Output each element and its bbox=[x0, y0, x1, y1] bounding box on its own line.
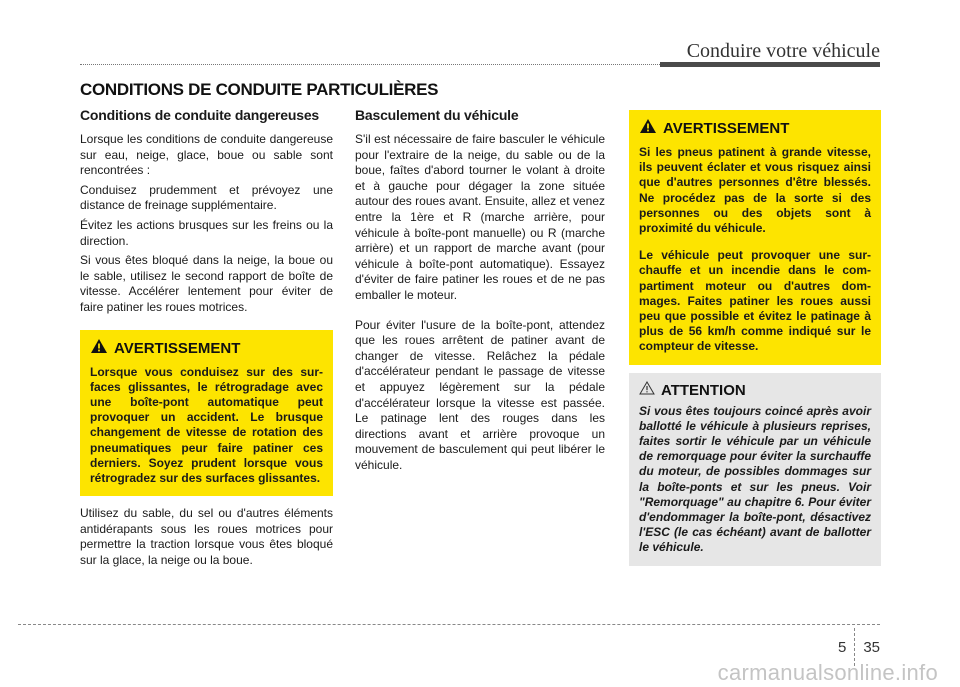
paragraph: Si vous êtes bloqué dans la neige, la boue ou le sable, utilisez le second rapport de boîte de vitesse. Accélérer lentement pour éviter de faire patiner les roues motrices. bbox=[80, 253, 333, 314]
attention-title: ATTENTION bbox=[661, 381, 746, 399]
warning-text: Le véhicule peut provoquer une surchauffe et un incendie dans le compartiment moteur ou d'autres dommages. Faites patiner les roues aussi peu que possible et évitez le patinage à plus de 56 km/h comme indiqué sur le compteur de vitesse. bbox=[639, 248, 871, 354]
chapter-title: Conduire votre véhicule bbox=[686, 40, 880, 62]
header-accent-bar bbox=[660, 62, 880, 67]
caution-triangle-icon bbox=[639, 381, 655, 400]
attention-text: Si vous êtes toujours coincé après avoir ballotté le véhicule à plusieurs reprises, faites sortir le véhicule par un véhicule de remorquage pour éviter la surchauffe du moteur, de possibles dommages sur la boîte-ponts et sur les pneus. Voir "Remorquage" au chapitre 6. Pour éviter d'endommager la boîte-pont, désactivez l'ESC (le cas échéant) avant de ballotter le véhicule. bbox=[639, 403, 871, 555]
heading-dangerous-conditions: Conditions de conduite dangereuses bbox=[80, 107, 320, 123]
warning-triangle-icon bbox=[90, 338, 108, 359]
chapter-number: 5 bbox=[837, 638, 847, 656]
paragraph: Lorsque les conditions de conduite dangereuse sur eau, neige, glace, boue ou sable sont rencontrées : bbox=[80, 132, 333, 178]
column-right bbox=[629, 110, 881, 566]
warning-box bbox=[80, 330, 333, 497]
warning-text: Si les pneus patinent à grande vitesse, ils peuvent éclater et vous risquez ainsi que d'autres personnes d'être blessés. Ne procédez pas de la sorte si des personnes ou des objets sont à proximité du véhicule. bbox=[639, 145, 871, 236]
paragraph: Pour éviter l'usure de la boîte-pont, attendez que les roues arrêtent de patiner avant de changer de vitesse. Relâchez la pédale d'accélérateur pendant le passage de vitesse et appuyez légèrement sur la pédale d'accélérateur lorsque la vitesse est passée. Le patinage lent des rouges dans les directions avant et arrière provoque un mouvement de basculement qui peut libérer le véhicule. bbox=[355, 317, 605, 472]
section-title: CONDITIONS DE CONDUITE PARTICULIÈRES bbox=[80, 80, 439, 99]
heading-rocking-vehicle: Basculement du véhicule bbox=[355, 107, 519, 123]
warning-title: AVERTISSEMENT bbox=[114, 339, 241, 357]
paragraph: S'il est nécessaire de faire basculer le véhicule pour l'extraire de la neige, du sable ou de la boue, faîtes d'abord tourner le volant à droite et à gauche pour dégager la zone située autour des roues avant. Ensuite, allez et venez entre la 1ère et R (marche arrière, pour véhicule à boîte-pont manuelle) ou R (marche arrière) et un rapport de marche avant (pour véhicule à boîte-pont automatique). Essayez d'éviter de faire patiner les roues et de ne pas emballer le moteur. bbox=[355, 132, 605, 302]
paragraph: Conduisez prudemment et prévoyez une distance de freinage supplémentaire. bbox=[80, 182, 333, 213]
paragraph: Évitez les actions brusques sur les freins ou la direction. bbox=[80, 217, 333, 248]
watermark: carmanualsonline.info bbox=[717, 660, 938, 685]
footer-rule bbox=[18, 624, 880, 625]
column-left bbox=[80, 107, 333, 573]
attention-header bbox=[639, 381, 871, 400]
page-number-value: 35 bbox=[863, 638, 880, 656]
paragraph: Utilisez du sable, du sel ou d'autres éléments antidérapants sous les roues motrices pour permettre la traction lorsque vous êtes bloqué sur la glace, la neige ou la boue. bbox=[80, 506, 333, 567]
warning-text: Lorsque vous conduisez sur des surfaces glissantes, le rétrogradage avec une boîte-pont automatique peut provoquer un accident. Le brusque changement de vitesse de rotation des pneumatiques peur faire patiner ces derniers. Soyez prudent lorsque vous rétrogradez sur des surfaces glissantes. bbox=[90, 364, 323, 485]
attention-box bbox=[629, 373, 881, 566]
warning-triangle-icon bbox=[639, 118, 657, 139]
column-middle bbox=[355, 107, 605, 477]
warning-header bbox=[639, 118, 871, 139]
warning-box bbox=[629, 110, 881, 365]
warning-header bbox=[90, 338, 323, 359]
warning-title: AVERTISSEMENT bbox=[663, 120, 790, 137]
